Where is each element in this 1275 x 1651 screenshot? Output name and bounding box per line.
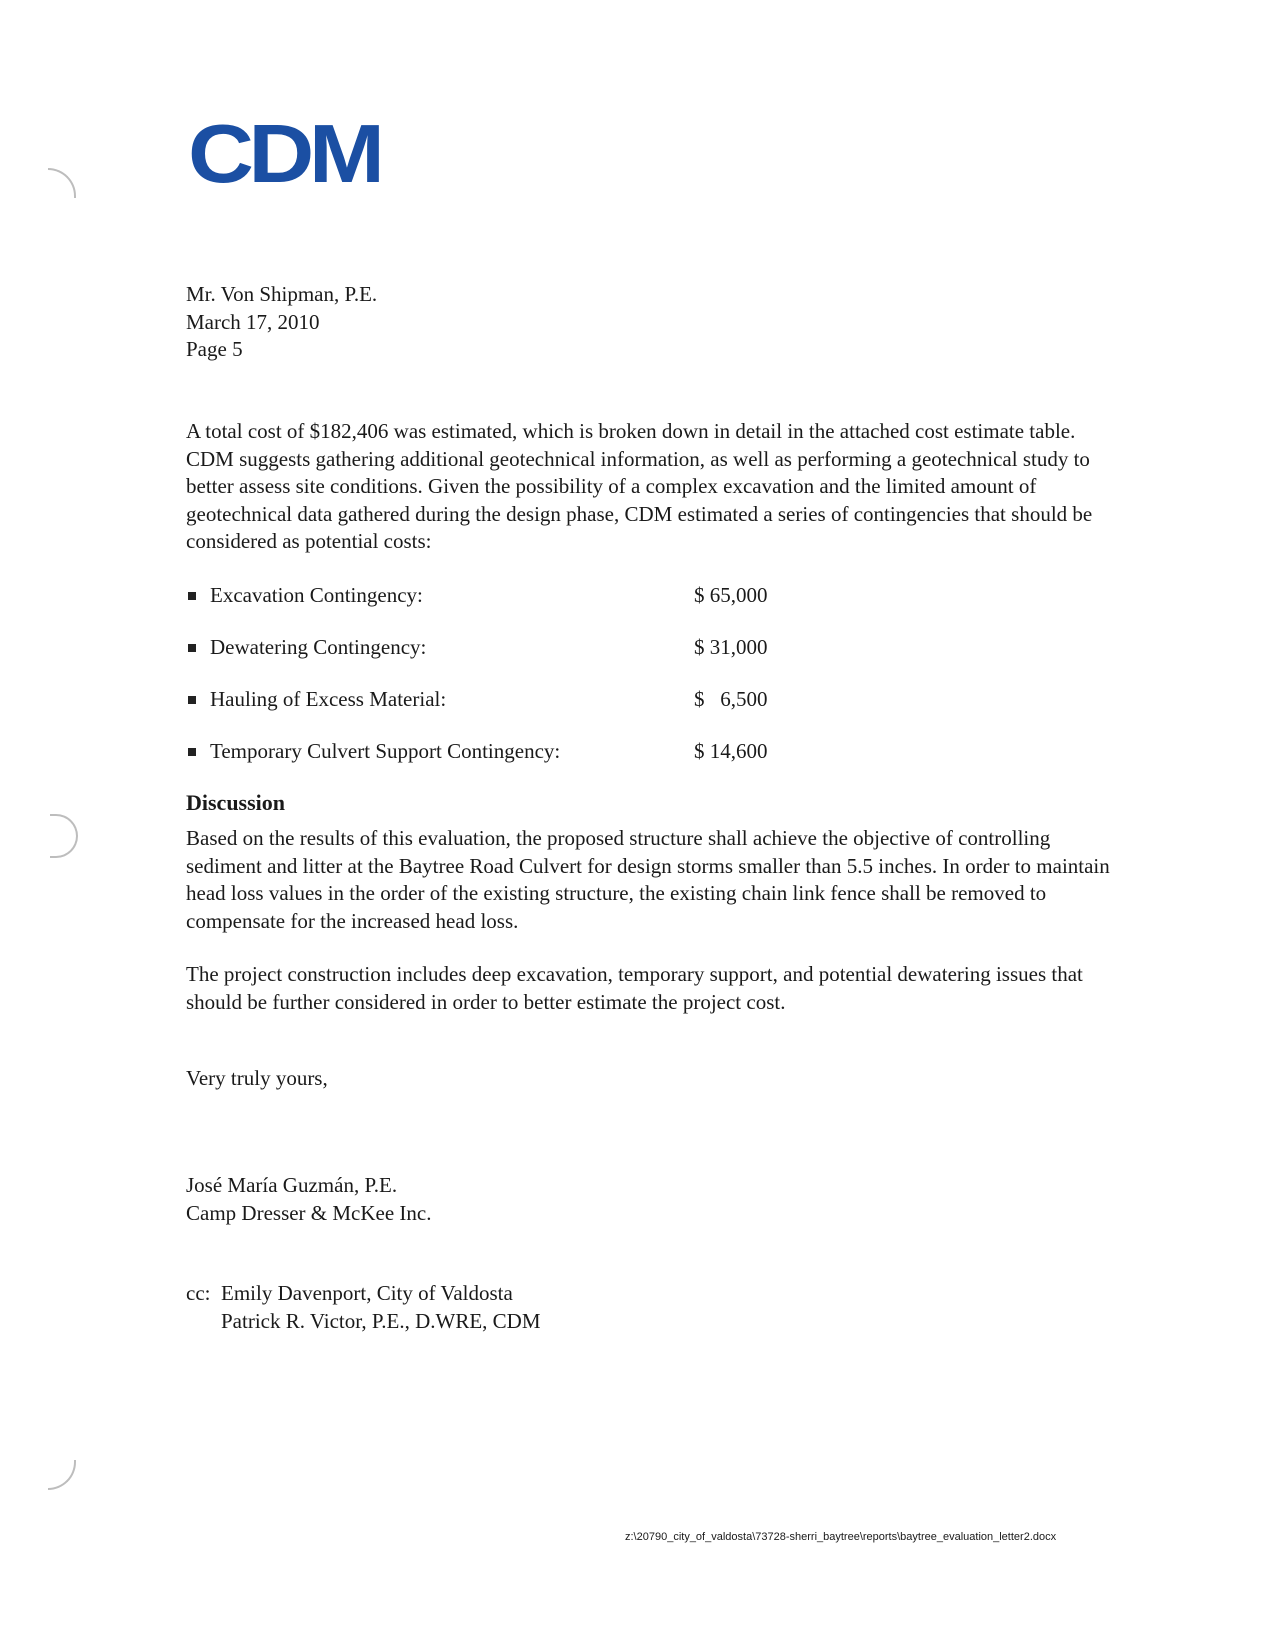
cc-recipient: Patrick R. Victor, P.E., D.WRE, CDM bbox=[221, 1308, 541, 1333]
contingency-label: Hauling of Excess Material: bbox=[210, 687, 447, 711]
page-number: Page 5 bbox=[186, 337, 243, 361]
letter-date: March 17, 2010 bbox=[186, 309, 320, 334]
signature-block bbox=[186, 1172, 432, 1227]
contingency-list bbox=[186, 582, 806, 790]
square-bullet-icon bbox=[188, 592, 196, 600]
cc-row bbox=[186, 1280, 541, 1308]
cc-block bbox=[186, 1280, 541, 1335]
square-bullet-icon bbox=[188, 748, 196, 756]
square-bullet-icon bbox=[188, 696, 196, 704]
recipient-name: Mr. Von Shipman, P.E. bbox=[186, 282, 378, 306]
contingency-label: Dewatering Contingency: bbox=[210, 635, 427, 659]
punch-hole-mark-bottom bbox=[48, 1460, 76, 1490]
contingency-amount: $ 6,500 bbox=[694, 687, 768, 711]
punch-hole-mark-middle bbox=[50, 814, 78, 858]
discussion-heading: Discussion bbox=[186, 790, 286, 815]
list-item bbox=[186, 686, 806, 738]
contingency-label: Excavation Contingency: bbox=[210, 583, 423, 607]
discussion-paragraph-2: The project construction includes deep excavation, temporary support, and potential dewatering issues that should be further considered in order to better estimate the project cost. bbox=[186, 962, 1083, 1014]
letter-header bbox=[186, 281, 377, 364]
contingency-amount: $ 31,000 bbox=[694, 635, 768, 659]
list-item bbox=[186, 738, 806, 790]
cc-row bbox=[186, 1308, 541, 1336]
punch-hole-mark-top bbox=[48, 168, 76, 198]
list-item bbox=[186, 582, 806, 634]
cc-recipient: Emily Davenport, City of Valdosta bbox=[221, 1281, 513, 1305]
discussion-paragraph-1: Based on the results of this evaluation, the proposed structure shall achieve the objective of controlling sediment and litter at the Baytree Road Culvert for design storms smaller than 5.5 inches. In order to maintain head loss values in the order of the existing structure, the existing chain link fence shall be removed to compensate for the increased head loss. bbox=[186, 826, 1110, 933]
contingency-amount: $ 65,000 bbox=[694, 583, 768, 607]
footer-file-path: z:\20790_city_of_valdosta\73728-sherri_baytree\reports\baytree_evaluation_letter2.docx bbox=[625, 1531, 1057, 1543]
closing-salutation: Very truly yours, bbox=[186, 1066, 328, 1090]
signatory-name: José María Guzmán, P.E. bbox=[186, 1173, 398, 1197]
signatory-company: Camp Dresser & McKee Inc. bbox=[186, 1200, 432, 1225]
list-item bbox=[186, 634, 806, 686]
square-bullet-icon bbox=[188, 644, 196, 652]
contingency-amount: $ 14,600 bbox=[694, 739, 768, 763]
contingency-label: Temporary Culvert Support Contingency: bbox=[210, 739, 561, 763]
intro-paragraph: A total cost of $182,406 was estimated, which is broken down in detail in the attached cost estimate table. CDM suggests gathering additional geotechnical information, as well as performing a geotechnical study to better assess site conditions. Given the possibility of a complex excavation and the limited amount of geotechnical data gathered during the design phase, CDM estimated a series of contingencies that should be considered as potential costs: bbox=[186, 419, 1093, 553]
cdm-logo: CDM bbox=[188, 107, 380, 200]
cc-label: cc: bbox=[186, 1281, 211, 1305]
